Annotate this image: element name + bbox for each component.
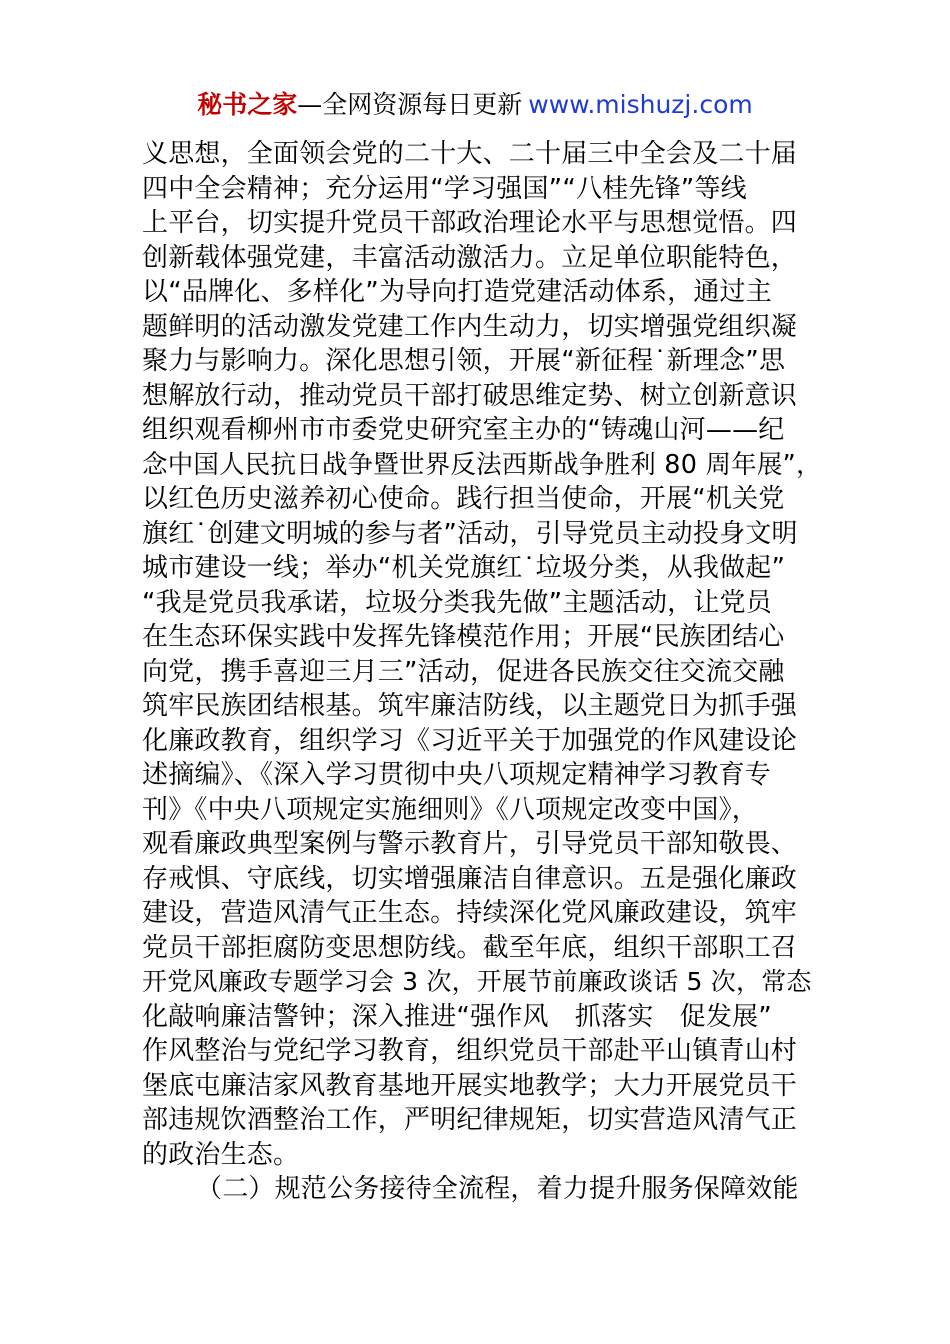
text-line: 组织观看柳州市市委党史研究室主办的“铸魂山河——纪	[142, 415, 785, 445]
text-line: 堡底屯廉洁家风教育基地开展实地教学；大力开展党员干	[142, 1070, 798, 1101]
text-line: 化敲响廉洁警钟；深入推进“强作风 抓落实 促发展”	[142, 1001, 772, 1032]
text-line: 四中全会精神；充分运用“学习强国”“八桂先锋”等线	[142, 173, 747, 204]
text-line: 向党，携手喜迎三月三”活动，促进各民族交往交流交融	[142, 656, 785, 687]
text-line: 在生态环保实践中发挥先锋模范作用；开展“民族团结心	[142, 622, 785, 652]
text-line: 以“品牌化、多样化”为导向打造党建活动体系，通过主	[142, 277, 772, 307]
text-line: 上平台，切实提升党员干部政治理论水平与思想觉悟。四	[142, 208, 798, 238]
text-line: 存戒惧、守底线，切实增强廉洁自律意识。五是强化廉政	[142, 863, 798, 894]
text-line: “我是党员我承诺，垃圾分类我先做”主题活动，让党员	[142, 587, 772, 618]
text-line: 观看廉政典型案例与警示教育片，引导党员干部知敬畏、	[142, 829, 798, 859]
text-line: 作风整治与党纪学习教育，组织党员干部赴平山镇青山村	[142, 1036, 798, 1066]
text-line: 建设，营造风清气正生态。持续深化党风廉政建设，筑牢	[142, 898, 798, 928]
text-line: 党员干部拒腐防变思想防线。截至年底，组织干部职工召	[142, 932, 798, 963]
text-line: 题鲜明的活动激发党建工作内生动力，切实增强党组织凝	[142, 311, 798, 342]
document-body	[142, 137, 822, 1207]
text-line: 旗红˙创建文明城的参与者”活动，引导党员主动投身文明	[142, 518, 798, 549]
site-slogan: 全网资源每日更新	[322, 90, 523, 119]
text-line: 义思想，全面领会党的二十大、二十届三中全会及二十届	[142, 139, 798, 169]
site-url-link[interactable]: www.mishuzj.com	[528, 90, 753, 119]
section-heading: （二）规范公务接待全流程，着力提升服务保障效能	[196, 1174, 799, 1204]
text-line: 以红色历史滋养初心使命。践行担当使命，开展“机关党	[142, 484, 785, 514]
text-line: 城市建设一线；举办“机关党旗红˙垃圾分类，从我做起”	[142, 553, 786, 583]
header-dash: —	[297, 90, 323, 119]
text-line: 聚力与影响力。深化思想引领，开展“新征程˙新理念”思	[142, 346, 786, 376]
text-line: 化廉政教育，组织学习《习近平关于加强党的作风建设论	[142, 725, 798, 756]
text-line: 创新载体强党建，丰富活动激活力。立足单位职能特色，	[142, 242, 798, 273]
text-line: 筑牢民族团结根基。筑牢廉洁防线，以主题党日为抓手强	[142, 691, 798, 721]
text-line: 的政治生态。	[142, 1139, 300, 1170]
text-line: 部违规饮酒整治工作，严明纪律规矩，切实营造风清气正	[142, 1105, 798, 1135]
text-line: 述摘编》、《深入学习贯彻中央八项规定精神学习教育专	[142, 760, 772, 790]
text-line: 想解放行动，推动党员干部打破思维定势、树立创新意识	[142, 380, 798, 411]
text-line: 刊》《中央八项规定实施细则》《八项规定改变中国》，	[142, 794, 759, 825]
site-header	[0, 88, 950, 122]
site-brand: 秘书之家	[197, 90, 298, 119]
text-line: 开党风廉政专题学习会 3 次，开展节前廉政谈话 5 次，常态	[142, 967, 812, 996]
text-line: 念中国人民抗日战争暨世界反法西斯战争胜利 80 周年展”，	[142, 449, 822, 480]
